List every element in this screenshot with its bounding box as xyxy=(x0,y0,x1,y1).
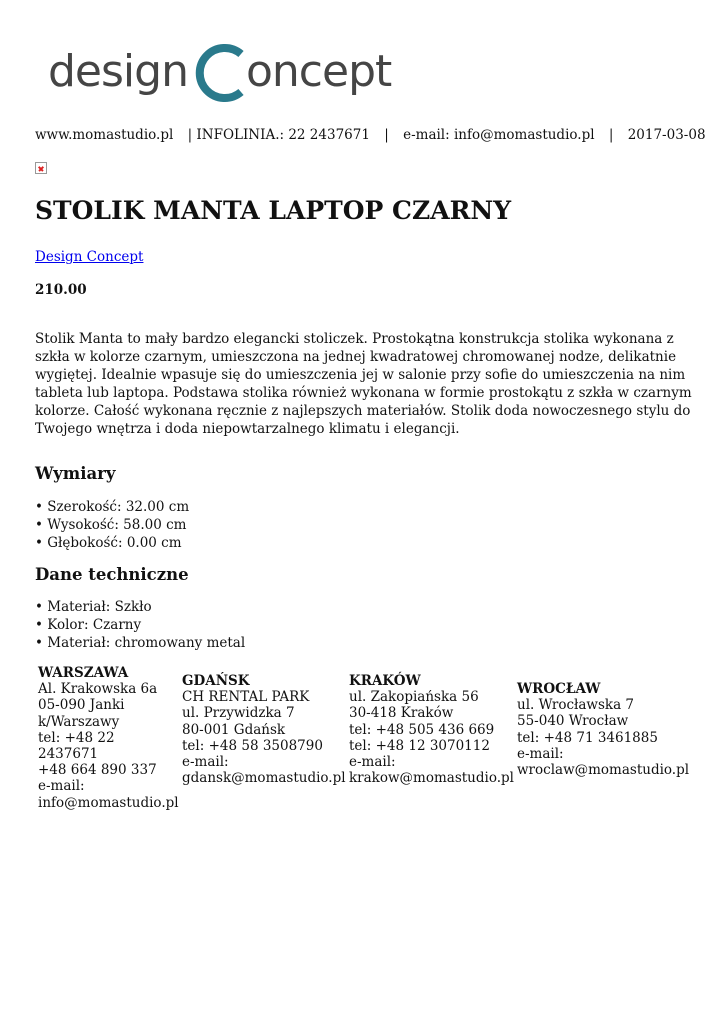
office-line: tel: +48 58 3508790 xyxy=(182,737,323,754)
office-line: tel: +48 71 3461885 xyxy=(517,729,658,746)
separator: | xyxy=(384,127,389,143)
office-line: 30-418 Kraków xyxy=(349,705,454,722)
office-city: WARSZAWA xyxy=(38,665,129,681)
office-krakow xyxy=(349,673,514,787)
office-line: e-mail: xyxy=(349,754,396,771)
office-line: k/Warszawy xyxy=(38,713,120,730)
office-line: tel: +48 22 2437671 xyxy=(38,729,115,763)
office-line: Al. Krakowska 6a xyxy=(38,681,158,698)
office-warszawa xyxy=(38,665,178,811)
product-description: Stolik Manta to mały bardzo elegancki stoliczek. Prostokątna konstrukcja stolika wykonana z szkła w kolorze czarnym, umieszczona na jednej kwadratowej chromowanej nodze, delikatnie wygiętej. Idealnie wpasuje się do umieszczenia jej w salonie przy sofie do umieszczenia na nim tableta lub laptopa. Podstawa stolika również wykonana w formie prostokątu z szkła w czarnym kolorze. Całość wykonana ręcznie z najlepszych materiałów. Stolik doda nowoczesnego stylu do Twojego wnętrza i doda niepowtarzalnego klimatu i elegancji. xyxy=(35,331,692,437)
list-item: • Głębokość: 0.00 cm xyxy=(35,534,189,552)
product-title: STOLIK MANTA LAPTOP CZARNY xyxy=(35,196,512,225)
list-item: • Szerokość: 32.00 cm xyxy=(35,498,189,516)
infolinia-text: | INFOLINIA.: 22 2437671 xyxy=(187,127,370,143)
list-item: • Wysokość: 58.00 cm xyxy=(35,516,189,534)
brand-link[interactable]: Design Concept xyxy=(35,249,144,265)
dimensions-list xyxy=(35,498,189,552)
logo-text-oncept: oncept xyxy=(246,46,392,97)
header-info-line xyxy=(35,127,706,143)
list-item: • Materiał: chromowany metal xyxy=(35,634,245,652)
list-item: • Materiał: Szkło xyxy=(35,598,245,616)
office-line: +48 664 890 337 xyxy=(38,762,157,779)
office-line: tel: +48 12 3070112 xyxy=(349,737,490,754)
header-email[interactable]: e-mail: info@momastudio.pl xyxy=(403,127,595,143)
website-link[interactable]: www.momastudio.pl xyxy=(35,127,174,143)
office-line: ul. Przywidzka 7 xyxy=(182,705,295,722)
office-line: 55-040 Wrocław xyxy=(517,713,629,730)
office-line: CH RENTAL PARK xyxy=(182,689,310,706)
logo-c-icon xyxy=(192,42,254,104)
office-line: e-mail: xyxy=(182,754,229,771)
office-gdansk xyxy=(182,673,346,787)
office-email[interactable]: gdansk@momastudio.pl xyxy=(182,770,346,787)
header-date: 2017-03-08 xyxy=(627,127,706,143)
broken-image-icon xyxy=(35,162,47,174)
office-email[interactable]: info@momastudio.pl xyxy=(38,794,179,811)
technical-data-heading: Dane techniczne xyxy=(35,565,189,584)
logo-text-design: design xyxy=(48,46,188,97)
list-item: • Kolor: Czarny xyxy=(35,616,245,634)
separator: | xyxy=(608,127,614,143)
office-line: tel: +48 505 436 669 xyxy=(349,721,495,738)
office-line: 80-001 Gdańsk xyxy=(182,721,286,738)
office-wroclaw xyxy=(517,681,697,778)
office-email[interactable]: krakow@momastudio.pl xyxy=(349,770,514,787)
office-city: KRAKÓW xyxy=(349,673,421,689)
office-line: ul. Wrocławska 7 xyxy=(517,697,635,714)
office-email[interactable]: wroclaw@momastudio.pl xyxy=(517,762,690,779)
technical-data-list xyxy=(35,598,245,652)
design-concept-logo xyxy=(48,40,392,104)
office-line: 05-090 Janki xyxy=(38,697,125,714)
office-city: GDAŃSK xyxy=(182,673,250,689)
office-line: e-mail: xyxy=(38,778,85,795)
office-city: WROCŁAW xyxy=(517,681,601,697)
office-line: e-mail: xyxy=(517,745,564,762)
product-price: 210.00 xyxy=(35,282,87,298)
office-line: ul. Zakopiańska 56 xyxy=(349,689,479,706)
dimensions-heading: Wymiary xyxy=(35,464,116,483)
